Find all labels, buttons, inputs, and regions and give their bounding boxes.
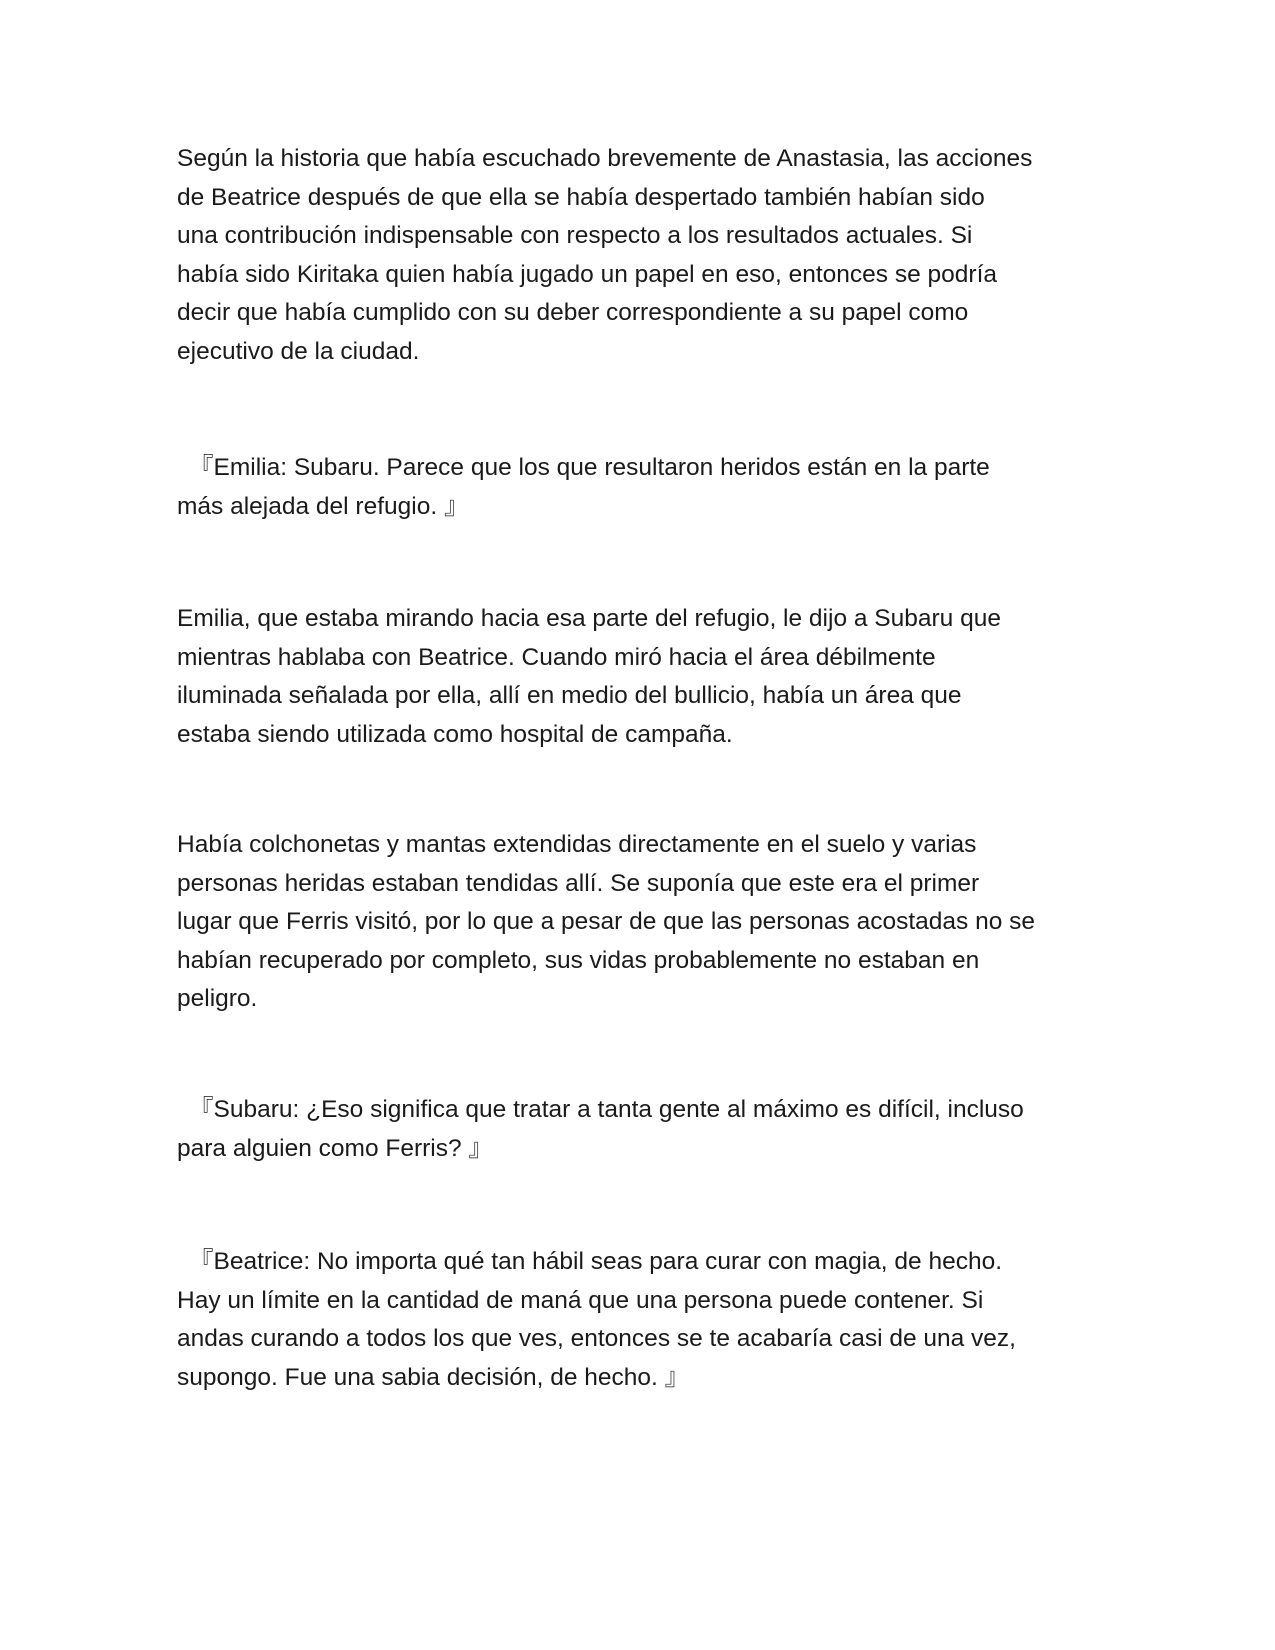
text-line: para alguien como Ferris? 』 bbox=[177, 1134, 493, 1162]
text-line: supongo. Fue una sabia decisión, de hecho. 』 bbox=[177, 1363, 690, 1391]
text-line: personas heridas estaban tendidas allí. Se suponía que este era el primer bbox=[177, 869, 980, 897]
paragraph-narration bbox=[177, 600, 1107, 754]
text-line: 『Beatrice: No importa qué tan hábil seas para curar con magia, de hecho. bbox=[189, 1248, 1003, 1275]
text-line: de Beatrice después de que ella se había despertado también habían sido bbox=[177, 183, 985, 211]
text-line: una contribución indispensable con respecto a los resultados actuales. Si bbox=[177, 222, 973, 249]
text-line: había sido Kiritaka quien había jugado un papel en eso, entonces se podría bbox=[177, 260, 997, 288]
paragraph-dialogue bbox=[177, 1243, 1107, 1397]
text-line: andas curando a todos los que ves, entonces se te acabaría casi de una vez, bbox=[177, 1325, 1016, 1352]
text-line: lugar que Ferris visitó, por lo que a pesar de que las personas acostadas no se bbox=[177, 908, 1036, 935]
dialogue-line-wrap bbox=[177, 1091, 1107, 1130]
text-line: Había colchonetas y mantas extendidas directamente en el suelo y varias bbox=[177, 831, 977, 858]
paragraph-narration bbox=[177, 140, 1107, 371]
dialogue-line-wrap bbox=[177, 449, 1107, 488]
text-line: 『Emilia: Subaru. Parece que los que resultaron heridos están en la parte bbox=[189, 454, 990, 481]
text-line: decir que había cumplido con su deber correspondiente a su papel como bbox=[177, 299, 969, 326]
dialogue-line-wrap bbox=[177, 1243, 1107, 1282]
paragraph-dialogue bbox=[177, 1091, 1107, 1168]
text-line: Emilia, que estaba mirando hacia esa parte del refugio, le dijo a Subaru que bbox=[177, 605, 1001, 632]
text-line: más alejada del refugio. 』 bbox=[177, 492, 469, 520]
text-line: estaba siendo utilizada como hospital de campaña. bbox=[177, 720, 733, 748]
text-line: Según la historia que había escuchado brevemente de Anastasia, las acciones bbox=[177, 145, 1033, 172]
text-line: peligro. bbox=[177, 985, 258, 1012]
text-line: Hay un límite en la cantidad de maná que una persona puede contener. Si bbox=[177, 1286, 984, 1314]
text-line: 『Subaru: ¿Eso significa que tratar a tanta gente al máximo es difícil, incluso bbox=[189, 1096, 1024, 1123]
text-line: habían recuperado por completo, sus vidas probablemente no estaban en bbox=[177, 946, 980, 974]
text-line: ejecutivo de la ciudad. bbox=[177, 337, 420, 365]
paragraph-narration bbox=[177, 826, 1107, 1019]
text-line: mientras hablaba con Beatrice. Cuando miró hacia el área débilmente bbox=[177, 643, 936, 671]
text-line: iluminada señalada por ella, allí en medio del bullicio, había un área que bbox=[177, 682, 962, 709]
paragraph-dialogue bbox=[177, 449, 1107, 526]
